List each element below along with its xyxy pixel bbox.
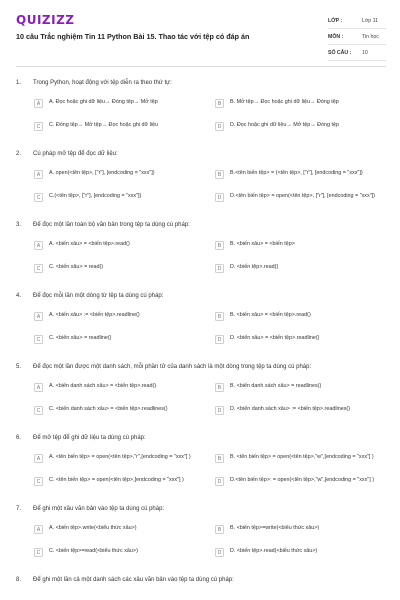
option-text: B. <biến tệp>=write(<biểu thức xâu>) [230,525,320,531]
meta-value: Tin học [362,33,379,40]
option-letter-box: B [215,241,224,250]
option-text: A. <biến tệp>.write(<biểu thức xâu>) [49,525,137,531]
option-text: B. <biến xâu> = <biến tệp>.read() [230,312,311,318]
answer-option-a[interactable] [34,312,204,321]
option-text: C. <biến xâu> = read() [49,264,104,270]
question-8 [0,573,400,600]
option-text: D.<tên biến tệp>: = open(<tên tệp>,"w",[endcoding = "xxx"] ) [230,477,375,483]
question-number: 7. [16,506,22,512]
question-text: Để ghi một xâu văn bản vào tệp ta dùng cú pháp: [33,506,165,512]
question-text: Để đọc một lần toàn bộ văn bản trong tệp ta dùng cú pháp: [33,222,190,228]
option-letter-box: B [215,99,224,108]
answer-option-c[interactable] [34,548,204,557]
option-text: C. <tên biến tệp> = open(<tên tệp>,[endcoding = "xxx"] ) [49,477,184,483]
answer-option-b[interactable] [215,170,385,179]
option-text: A. <biến danh sách xâu> = <biến tệp>.read() [49,383,157,389]
answer-option-d[interactable] [215,122,385,131]
question-text: Để đọc mỗi lần một dòng từ tệp ta dùng cú pháp: [33,293,164,299]
meta-row-class [328,13,386,29]
meta-row-subject [328,29,386,45]
question-number: 8. [16,577,22,583]
option-letter-box: A [34,454,43,463]
option-text: D. <biến danh sách xâu> := <biến tệp>.readlines() [230,406,351,412]
answer-option-d[interactable] [215,548,385,557]
answer-option-c[interactable] [34,406,204,415]
document-title: 10 câu Trắc nghiệm Tin 11 Python Bài 15. Thao tác với tệp có đáp án [16,32,250,41]
answer-option-b[interactable] [215,383,385,392]
option-letter-box: C [34,335,43,344]
meta-key: SỐ CÂU : [328,49,352,56]
option-letter-box: B [215,383,224,392]
answer-option-d[interactable] [215,406,385,415]
answer-option-d[interactable] [215,264,385,273]
question-list [0,76,400,600]
answer-option-b[interactable] [215,525,385,534]
question-number: 6. [16,435,22,441]
header-divider [16,66,386,67]
option-text: B.<tên biến tệp> = (<tên tệp>, ["r"], [endcoding = "xxx"]) [230,170,363,176]
option-letter-box: A [34,383,43,392]
option-text: C. <biến xâu> = readline() [49,335,112,341]
answer-option-b[interactable] [215,454,385,463]
answer-option-c[interactable] [34,193,204,202]
question-number: 3. [16,222,22,228]
option-text: D. <biến tệp>.read(<biểu thức xâu>) [230,548,318,554]
option-letter-box: D [215,335,224,344]
option-letter-box: C [34,548,43,557]
answer-option-a[interactable] [34,383,204,392]
answer-option-c[interactable] [34,264,204,273]
option-letter-box: C [34,477,43,486]
option-letter-box: C [34,193,43,202]
option-letter-box: C [34,406,43,415]
option-text: A. open(<tên tệp>, ["r"], [endcoding = "xxx"]) [49,170,155,176]
option-text: A. <tên biến tệp> = open(<tên tệp>,"r",[endcoding = "xxx"] ) [49,454,191,460]
option-text: C. Đóng tệp→ Mở tệp→ Đọc hoặc ghi dữ liệu [49,122,159,128]
option-letter-box: C [34,264,43,273]
question-7 [0,502,400,573]
meta-key: LỚP : [328,17,343,24]
option-text: C.(<tên tệp>, ["r"], [endcoding = "xxx"]) [49,193,142,199]
answer-option-d[interactable] [215,193,385,202]
question-text: Để ghi một lần cả một danh sách các xâu văn bản vào tệp ta dùng cú pháp: [33,577,234,583]
document-header [0,0,400,62]
question-1 [0,76,400,147]
answer-option-a[interactable] [34,525,204,534]
option-letter-box: A [34,170,43,179]
answer-option-d[interactable] [215,477,385,486]
option-letter-box: D [215,477,224,486]
answer-option-a[interactable] [34,99,204,108]
option-text: D. Đọc hoặc ghi dữ liệu→ Mở tệp→ Đóng tệp [230,122,340,128]
question-3 [0,218,400,289]
option-letter-box: B [215,170,224,179]
meta-value: Lớp 11 [362,17,378,24]
answer-option-d[interactable] [215,335,385,344]
meta-value: 10 [362,49,368,56]
option-letter-box: D [215,193,224,202]
answer-option-b[interactable] [215,312,385,321]
option-letter-box: A [34,525,43,534]
question-number: 2. [16,151,22,157]
answer-option-c[interactable] [34,122,204,131]
option-text: D. <biến xâu> = <biến tệp>.readline() [230,335,320,341]
option-letter-box: A [34,241,43,250]
answer-option-b[interactable] [215,241,385,250]
answer-option-b[interactable] [215,99,385,108]
option-letter-box: A [34,99,43,108]
option-letter-box: B [215,454,224,463]
answer-option-c[interactable] [34,335,204,344]
question-text: Trong Python, hoạt động với tệp diễn ra theo thứ tự: [33,80,172,86]
question-text: Để đọc một lần được một danh sách, mỗi phần tử của danh sách là một dòng trong tệp ta dùng cú pháp: [33,364,312,370]
meta-table [328,13,386,61]
option-text: B. <biến danh sách xâu> = readlines() [230,383,322,389]
option-letter-box: D [215,264,224,273]
answer-option-a[interactable] [34,241,204,250]
question-5 [0,360,400,431]
option-text: A. <biến xâu> = <biến tệp>.read() [49,241,130,247]
quizizz-logo: QUIZIZZ [16,13,75,27]
option-text: D.<tên biến tệp> = open(<tên tệp>, ["r"], [endcoding = "xxx"]) [230,193,375,199]
option-text: A. <biến xâu> := <biến tệp>.readline() [49,312,140,318]
option-text: C. <biến danh sách xâu> = <biến tệp>.readlines() [49,406,168,412]
option-letter-box: B [215,312,224,321]
option-letter-box: C [34,122,43,131]
question-number: 5. [16,364,22,370]
option-text: B. Mở tệp→ Đọc hoặc ghi dữ liệu→ Đóng tệp [230,99,339,105]
question-4 [0,289,400,360]
question-text: Cú pháp mở tệp để đọc dữ liệu: [33,151,118,157]
option-letter-box: A [34,312,43,321]
question-number: 4. [16,293,22,299]
option-letter-box: D [215,548,224,557]
option-letter-box: D [215,406,224,415]
question-number: 1. [16,80,22,86]
answer-option-a[interactable] [34,170,204,179]
option-text: A. Đọc hoặc ghi dữ liệu→ Đóng tệp→ Mở tệp [49,99,158,105]
question-2 [0,147,400,218]
answer-option-a[interactable] [34,454,204,463]
question-text: Để mở tệp để ghi dữ liệu ta dùng cú pháp: [33,435,146,441]
option-letter-box: D [215,122,224,131]
option-text: C. <biến tệp>=read(<biểu thức xâu>) [49,548,138,554]
answer-option-c[interactable] [34,477,204,486]
question-6 [0,431,400,502]
meta-row-count [328,45,386,61]
meta-key: MÔN : [328,33,344,40]
option-letter-box: B [215,525,224,534]
option-text: B. <biến xâu> = <biến tệp> [230,241,295,247]
option-text: B. <tên biến tệp> = open(<tên tệp>,"w",[endcoding = "xxx"] ) [230,454,374,460]
option-text: D. <biến tệp>.read() [230,264,279,270]
